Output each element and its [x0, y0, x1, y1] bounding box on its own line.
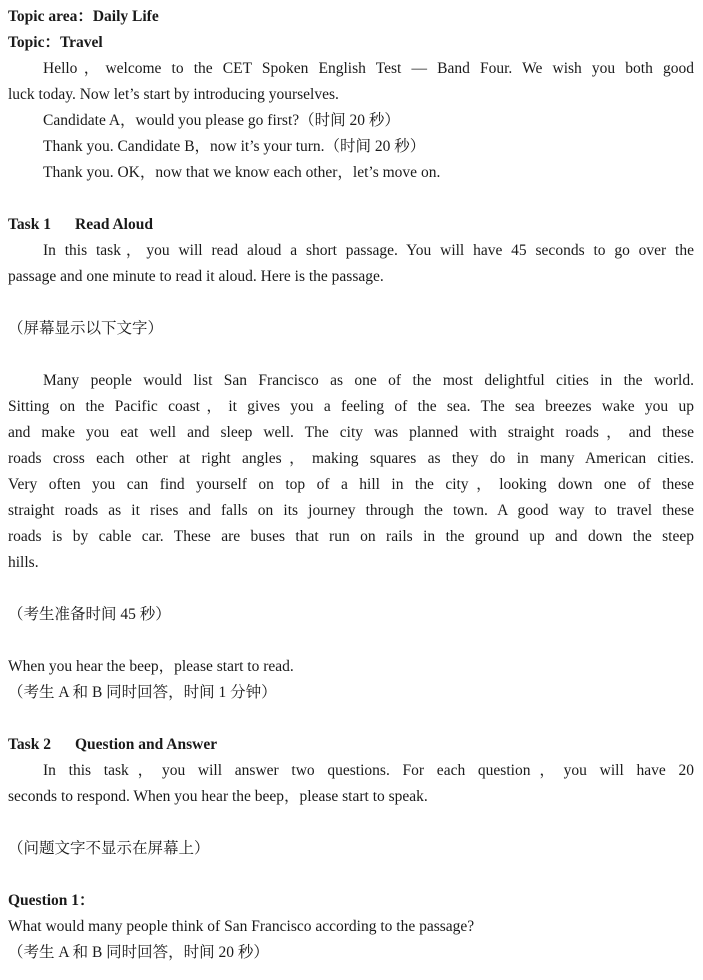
spacer	[8, 628, 694, 654]
task1-number: Task 1	[8, 216, 51, 233]
passage-line: roads is by cable car. These are buses that run on rails in the ground up and down the steep	[8, 528, 694, 545]
task1-heading	[8, 212, 694, 238]
intro-line: luck today. Now let’s start by introducing yourselves.	[8, 86, 339, 103]
spacer	[8, 706, 694, 732]
question-1-text: What would many people think of San Francisco according to the passage?	[8, 918, 475, 935]
task2-screen-note: （问题文字不显示在屏幕上）	[8, 840, 210, 857]
task1-instruction-line: passage and one minute to read it aloud. Here is the passage.	[8, 268, 384, 285]
task1-prep-note: （考生准备时间 45 秒）	[8, 606, 171, 623]
task2-heading	[8, 732, 694, 758]
intro-line: Hello，welcome to the CET Spoken English Test — Band Four. We wish you both good	[43, 60, 694, 77]
topic-area-heading: Topic area：Daily Life	[8, 8, 159, 25]
intro-line: Thank you. Candidate B，now it’s your turn.（时间 20 秒）	[43, 138, 426, 155]
task1-answer-note: （考生 A 和 B 同时回答，时间 1 分钟）	[8, 684, 277, 701]
intro-line: Candidate A，would you please go first?（时间 20 秒）	[43, 112, 400, 129]
spacer	[8, 342, 694, 368]
spacer	[8, 862, 694, 888]
passage-line: Many people would list San Francisco as one of the most delightful cities in the world.	[43, 372, 694, 389]
task1-instruction-line: In this task，you will read aloud a short passage. You will have 45 seconds to go over the	[43, 242, 694, 259]
spacer	[8, 186, 694, 212]
task2-title: Question and Answer	[75, 736, 218, 753]
intro-line: Thank you. OK，now that we know each other，let’s move on.	[43, 164, 441, 181]
passage-line: Very often you can find yourself on top of a hill in the city，looking down one of these	[8, 476, 694, 493]
task1-screen-note: （屏幕显示以下文字）	[8, 320, 164, 337]
task2-section	[8, 732, 694, 966]
task1-title: Read Aloud	[75, 216, 153, 233]
passage-line: roads cross each other at right angles，making squares as they do in many American cities.	[8, 450, 694, 467]
task2-instruction-line: seconds to respond. When you hear the beep，please start to speak.	[8, 788, 428, 805]
passage-line: and make you eat well and sleep well. The city was planned with straight roads，and these	[8, 424, 694, 441]
question-1-label: Question 1：	[8, 892, 95, 909]
exam-document	[8, 4, 694, 966]
task2-number: Task 2	[8, 736, 51, 753]
intro-section	[8, 56, 694, 186]
task2-instruction-line: In this task，you will answer two questions. For each question，you will have 20	[43, 762, 694, 779]
passage-line: straight roads as it rises and falls on its journey through the town. A good way to travel these	[8, 502, 694, 519]
spacer	[8, 810, 694, 836]
topic-heading: Topic：Travel	[8, 34, 103, 51]
spacer	[8, 290, 694, 316]
task1-section	[8, 212, 694, 706]
spacer	[8, 576, 694, 602]
passage-line: hills.	[8, 554, 39, 571]
task1-beep-line: When you hear the beep，please start to read.	[8, 658, 294, 675]
task1-passage	[8, 368, 694, 576]
task2-answer-note: （考生 A 和 B 同时回答，时间 20 秒）	[8, 944, 269, 961]
passage-line: Sitting on the Pacific coast，it gives you a feeling of the sea. The sea breezes wake you up	[8, 398, 694, 415]
